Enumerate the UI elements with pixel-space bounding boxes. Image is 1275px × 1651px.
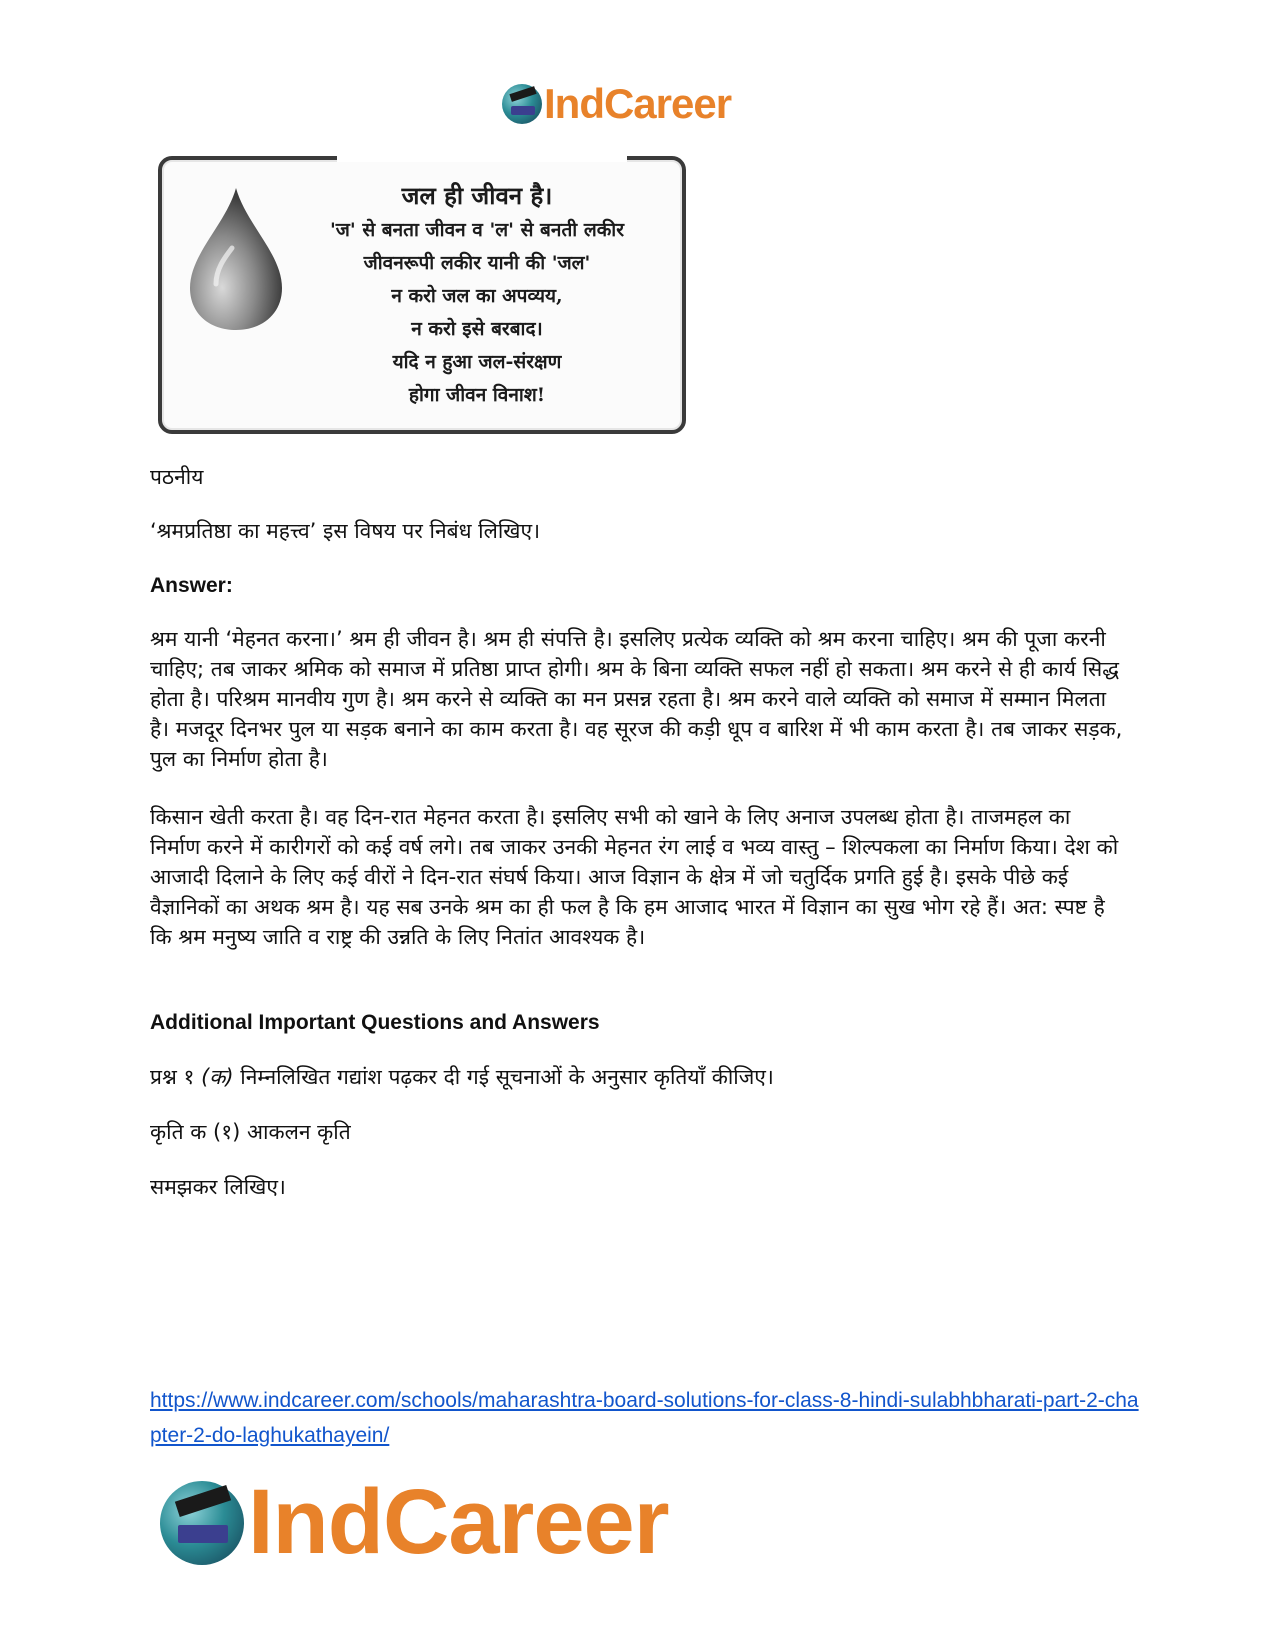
- prashna-text: निम्नलिखित गद्यांश पढ़कर दी गई सूचनाओं के अनुसार कृतियाँ कीजिए।: [233, 1065, 774, 1089]
- graduation-globe-icon: [160, 1481, 244, 1565]
- additional-questions-heading: Additional Important Questions and Answers: [150, 1011, 600, 1034]
- source-link[interactable]: https://www.indcareer.com/schools/maharashtra-board-solutions-for-class-8-hindi-sulabhbharati-part-2-chapter-2-do-laghukathayein/: [150, 1389, 1139, 1447]
- poster-poem: [292, 178, 662, 412]
- question-text: ‘श्रमप्रतिष्ठा का महत्त्व’ इस विषय पर निबंध लिखिए।: [150, 519, 541, 543]
- poem-line: होगा जीवन विनाश!: [408, 384, 546, 406]
- poem-line: न करो जल का अपव्यय,: [391, 285, 563, 307]
- prashna-line: [150, 1062, 1125, 1092]
- answer-paragraph-1: श्रम यानी ‘मेहनत करना।’ श्रम ही जीवन है। श्रम ही संपत्ति है। इसलिए प्रत्येक व्यक्ति को श्रम करना चाहिए। श्रम की पूजा करनी चाहिए; तब जाकर श्रमिक को समाज में प्रतिष्ठा प्राप्त होगी। श्रम के बिना व्यक्ति सफल नहीं हो सकता। श्रम करने से ही कार्य सिद्ध होता है। परिश्रम मानवीय गुण है। श्रम करने से व्यक्ति का मन प्रसन्न रहता है। श्रम करने वाले व्यक्ति को समाज में सम्मान मिलता है। मजदूर दिनभर पुल या सड़क बनाने का काम करता है। वह सूरज की कड़ी धूप व बारिश में भी काम करता है। तब जाकर सड़क, पुल का निर्माण होता है।: [150, 627, 1123, 771]
- answer-heading: Answer:: [150, 574, 233, 597]
- graduation-globe-icon: [502, 84, 542, 124]
- kriti-line: कृति क (१) आकलन कृति: [150, 1120, 351, 1144]
- logo-wordmark: IndCareer: [544, 80, 732, 127]
- answer-paragraph-2: किसान खेती करता है। वह दिन-रात मेहनत करता है। इसलिए सभी को खाने के लिए अनाज उपलब्ध होता है। ताजमहल का निर्माण करने में कारीगरों को कई वर्ष लगे। तब जाकर उनकी मेहनत रंग लाई व भव्य वास्तु – शिल्पकला का निर्माण किया। देश को आजादी दिलाने के लिए कई वीरों ने दिन-रात संघर्ष किया। आज विज्ञान के क्षेत्र में जो चतुर्दिक प्रगति हुई है। इसके पीछे कई वैज्ञानिकों का अथक श्रम है। यह सब उनके श्रम का ही फल है कि हम आजाद भारत में विज्ञान का सुख भोग रहे हैं। अत: स्पष्ट है कि श्रम मनुष्य जाति व राष्ट्र की उन्नति के लिए नितांत आवश्यक है।: [150, 805, 1119, 949]
- water-drop-icon: [186, 184, 286, 334]
- poem-line: 'ज' से बनता जीवन व 'ल' से बनती लकीर: [329, 219, 624, 241]
- prashna-label: (क): [201, 1065, 234, 1089]
- poem-line: जल ही जीवन है।: [401, 181, 553, 210]
- label-pathaniya: पठनीय: [150, 465, 204, 489]
- poem-line: जीवनरूपी लकीर यानी की 'जल': [363, 252, 591, 274]
- prashna-prefix: प्रश्न १: [150, 1065, 202, 1089]
- poem-line: न करो इसे बरबाद।: [411, 318, 543, 340]
- poem-line: यदि न हुआ जल-संरक्षण: [392, 351, 562, 373]
- logo-wordmark: IndCareer: [248, 1471, 669, 1573]
- samajhkar-line: समझकर लिखिए।: [150, 1175, 286, 1199]
- indcareer-logo-bottom: [160, 1470, 669, 1575]
- water-poster-image: [158, 156, 686, 434]
- indcareer-logo-top: [502, 80, 731, 128]
